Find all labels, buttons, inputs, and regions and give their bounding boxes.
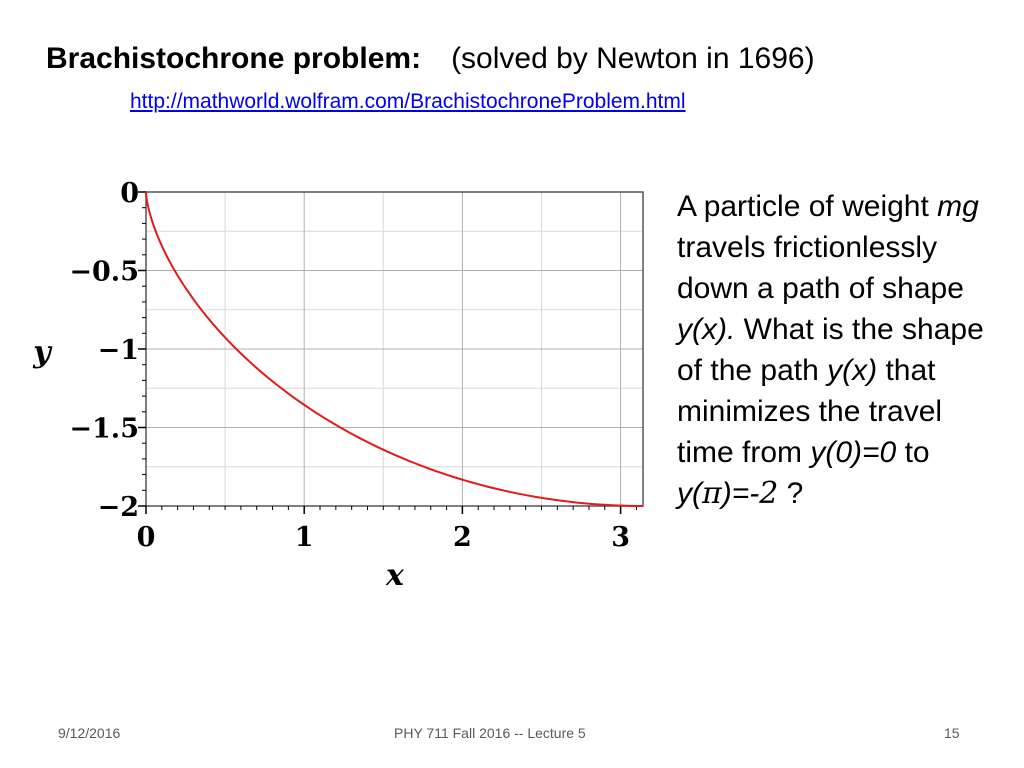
desc-text-3: What is the shape of the path <box>677 313 984 387</box>
y-axis-label: y <box>33 335 51 370</box>
y-tick-label: −1 <box>97 335 139 366</box>
y-tick-label: −2 <box>97 492 139 523</box>
desc-question-mark: ? <box>778 477 804 510</box>
desc-yx-1: y(x). <box>677 313 736 346</box>
desc-pi-symbol: π <box>702 476 722 511</box>
x-tick-label: 0 <box>136 522 156 553</box>
desc-end-pre: y( <box>677 477 702 510</box>
description-paragraph <box>677 186 1007 514</box>
x-axis-label: x <box>386 558 404 593</box>
x-tick-label: 3 <box>611 522 630 553</box>
desc-text-1: A particle of weight <box>677 190 938 223</box>
y-tick-label: 0 <box>120 178 139 209</box>
desc-yx-2: y(x) <box>827 354 878 387</box>
footer-date: 9/12/2016 <box>58 725 121 741</box>
desc-start-condition: y(0)=0 <box>810 436 897 469</box>
chart-labels <box>32 178 630 593</box>
desc-text-2: travels frictionlessly down a path of shape <box>677 231 964 305</box>
desc-text-4: that minimizes the travel time from <box>677 354 943 469</box>
footer-page-number: 15 <box>944 725 960 741</box>
mathworld-link[interactable]: http://mathworld.wolfram.com/BrachistochroneProblem.html <box>130 90 686 113</box>
y-tick-label: −0.5 <box>69 256 139 288</box>
desc-two: 2 <box>759 476 779 511</box>
chart-axes <box>138 192 643 514</box>
x-tick-label: 1 <box>294 522 314 553</box>
slide-title: Brachistochrone problem: <box>46 42 422 75</box>
desc-to: to <box>896 436 930 469</box>
problem-description <box>677 186 1007 514</box>
chart-grid <box>146 192 643 506</box>
footer-course: PHY 711 Fall 2016 -- Lecture 5 <box>394 725 586 741</box>
desc-mg: mg <box>937 190 979 223</box>
desc-end-post: )=- <box>721 477 760 510</box>
y-tick-label: −1.5 <box>69 413 139 445</box>
slide-subtitle: (solved by Newton in 1696) <box>451 42 815 75</box>
x-tick-label: 2 <box>453 522 472 553</box>
